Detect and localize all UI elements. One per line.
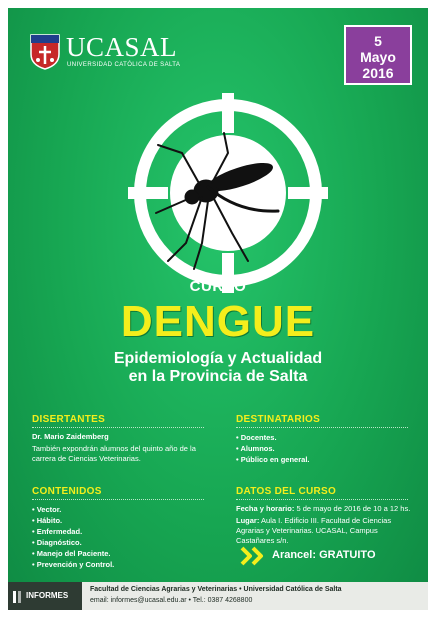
logo-name: UCASAL (66, 32, 178, 62)
contenidos-divider (32, 499, 204, 500)
destinatario-item: • Alumnos. (236, 444, 275, 453)
arancel-label: Arancel: GRATUITO (272, 549, 376, 561)
date-badge (344, 25, 412, 85)
contenidos-heading: CONTENIDOS (32, 486, 102, 497)
course-kicker: CURSO (189, 278, 247, 295)
date-day: 5 (374, 33, 382, 49)
contenido-item: • Hábito. (32, 516, 63, 525)
date-year: 2016 (362, 65, 394, 81)
logo-subtitle: UNIVERSIDAD CATÓLICA DE SALTA (67, 62, 181, 68)
double-chevron-icon (240, 546, 268, 566)
datos-divider (236, 499, 408, 500)
footer-contact: email: informes@ucasal.edu.ar • Tel.: 0387 4268800 (90, 597, 253, 604)
date-month: Mayo (360, 49, 396, 65)
ucasal-shield-icon (30, 34, 60, 70)
lugar-value: Aula I. Edificio III. Facultad de Ciencias Agrarias y Veterinarias. UCASAL, Campus Castañares s/n. (236, 516, 392, 545)
contenido-item: • Prevención y Control. (32, 560, 115, 569)
poster (8, 8, 428, 610)
fecha-value: 5 de mayo de 2016 de 10 a 12 hs. (296, 504, 411, 513)
disertantes-note: También expondrán alumnos del quinto año de la carrera de Ciencias Veterinarias. (32, 444, 196, 463)
ucasal-logo (30, 32, 195, 70)
contenido-item: • Vector. (32, 505, 62, 514)
fecha-label: Fecha y horario: (236, 504, 295, 513)
footer (8, 582, 428, 610)
contenidos-list (32, 504, 114, 570)
disertantes-heading: DISERTANTES (32, 414, 106, 425)
fecha-horario (236, 504, 416, 514)
datos-heading: DATOS DEL CURSO (236, 486, 337, 497)
contenido-item: • Diagnóstico. (32, 538, 82, 547)
destinatario-item: • Docentes. (236, 433, 277, 442)
lugar-label: Lugar: (236, 516, 260, 525)
course-subtitle-line2: en la Provincia de Salta (128, 368, 308, 385)
destinatario-item: • Público en general. (236, 455, 310, 464)
destinatarios-heading: DESTINATARIOS (236, 414, 321, 425)
footer-institution: Facultad de Ciencias Agrarias y Veterinarias • Universidad Católica de Salta (90, 586, 342, 593)
lugar (236, 516, 416, 546)
disertantes-divider (32, 427, 204, 428)
contenido-item: • Manejo del Paciente. (32, 549, 111, 558)
contenido-item: • Enfermedad. (32, 527, 83, 536)
destinatarios-divider (236, 427, 408, 428)
informes-label: INFORMES (26, 591, 69, 600)
disertante-name: Dr. Mario Zaidemberg (32, 432, 109, 441)
title-block (8, 278, 428, 386)
course-title: DENGUE (120, 297, 316, 346)
info-icon (12, 591, 22, 603)
course-subtitle-line1: Epidemiología y Actualidad (113, 350, 323, 367)
informes-block (8, 582, 82, 610)
destinatarios-list (236, 432, 310, 465)
mosquito-target-icon (128, 93, 328, 293)
